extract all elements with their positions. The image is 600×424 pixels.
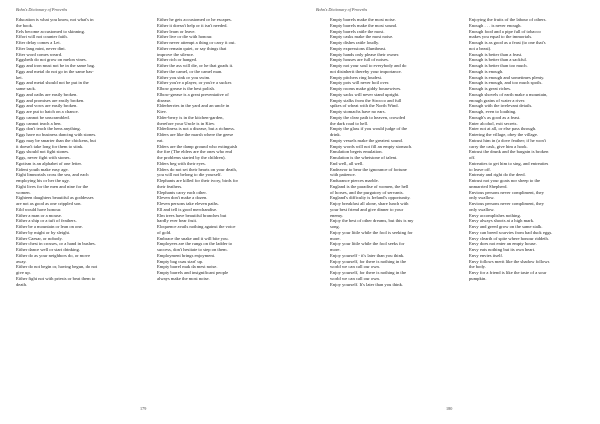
- proverb-line: Eggs may be smarter than the chickens, but: [16, 137, 96, 143]
- proverb-line: Either a man or a mouse.: [16, 212, 62, 218]
- proverb-line: world we can call our own.: [330, 264, 381, 270]
- proverb-line: women.: [16, 189, 31, 195]
- proverb-line: Education is what you know, not what's in: [16, 17, 94, 22]
- proverb-line: Empty hands only please their owner.: [330, 51, 400, 57]
- proverb-line: Enjoy yourself, for there is nothing in the: [330, 270, 407, 275]
- proverb-line: Either live or die with honour.: [157, 34, 213, 40]
- proverb-line: Enough . . . is never enough.: [469, 22, 522, 28]
- proverb-line: Efter delay comes a Let.: [16, 40, 61, 45]
- proverb-line: Envy clearth of spite where honour riddeth.: [469, 235, 549, 241]
- proverb-line: world we can call our own.: [330, 275, 381, 281]
- proverb-line: Entrust him in (a dove feather; if he won't: [469, 137, 546, 143]
- proverb-line: Either be a mountain or lean on one.: [16, 224, 83, 229]
- proverb-line: always make the most noise.: [157, 275, 210, 281]
- proverb-line: Elephants carry each other.: [157, 189, 207, 195]
- proverb-line: Elders are the damp ground who extinguish: [157, 143, 238, 149]
- proverb-line: Empty barrels make the most sound.: [330, 22, 398, 28]
- running-head-right: Bohn's Dictionary of Proverbs: [316, 7, 368, 12]
- proverb-line: Kiev.: [157, 109, 167, 114]
- proverb-line: Enough is enough.: [469, 68, 504, 74]
- proverb-line: disease.: [157, 97, 172, 103]
- proverb-line: Egotism is an alphabet of one letter.: [16, 160, 82, 166]
- proverb-line: song.: [330, 224, 340, 229]
- proverb-line: Empty casks make the most noise.: [330, 34, 394, 40]
- proverb-line: Empty houses are full of noises.: [330, 57, 389, 63]
- proverb-line: Entreaties to get him to sing, and entreaties: [469, 160, 549, 166]
- proverb-line: Eleven don't make a dozen.: [157, 195, 208, 201]
- proverb-line: Empty dishes rattle loudly.: [330, 40, 380, 45]
- proverb-line: Eighteen daughters beautiful as goddesses: [16, 195, 94, 201]
- column-4: [469, 17, 595, 282]
- proverb-line: Either do not begin or, having begun, do not: [16, 264, 98, 270]
- proverb-line: Empty pots will never boil over.: [330, 80, 390, 86]
- proverb-line: of gold.: [157, 229, 172, 235]
- proverb-line: Envious persons never compliment, they: [469, 189, 544, 195]
- proverb-line: Either fight not with priests or beat them to: [16, 275, 96, 281]
- proverb-line: Either remain quiet, or say things that: [157, 45, 227, 51]
- proverb-line: Enjoy your little while the fool is seeking for: [330, 229, 413, 235]
- proverb-line: drink.: [330, 132, 341, 137]
- proverb-line: Enough, even to loathing.: [469, 109, 517, 114]
- proverb-line: Either you sink or you swim.: [157, 74, 211, 80]
- proverb-line: Either the ass will die, or he that goads it.: [157, 63, 234, 68]
- page-number-left: 179: [140, 406, 147, 411]
- proverb-line: England is the paradise of women, the hell: [330, 183, 409, 189]
- proverb-line: Enough with the irrelevant details.: [469, 103, 533, 109]
- proverb-line: Envy follows merit like the shadow follows: [469, 258, 550, 264]
- proverb-line: Envy does not enter an empty house.: [469, 241, 537, 247]
- proverb-line: you will not belong to die yourself.: [157, 172, 222, 178]
- proverb-line: Enough food and a pipe full of tobacco: [469, 28, 541, 34]
- proverb-line: it doesn't take long for them to stink.: [16, 143, 84, 149]
- proverb-line: Enter alcohol, exit secrets.: [469, 120, 518, 126]
- proverb-line: enemy.: [330, 212, 344, 218]
- proverb-line: Enjoy yourself, for there is nothing in the: [330, 258, 407, 264]
- proverb-line: Enjoy yourself. It's later than you think.: [330, 281, 404, 287]
- proverb-line: Empty the clear path to heaven, crowded: [330, 114, 406, 120]
- proverb-line: Empty not your soul to everybody and do: [330, 63, 407, 68]
- proverb-line: Empty sacks will never stand upright.: [330, 91, 400, 97]
- proverb-line: Either never attempt a thing or carry it out.: [157, 40, 236, 45]
- proverb-line: Eight lives for the men and nine for the: [16, 183, 89, 189]
- proverb-line: Empty barrels make the most noise.: [330, 17, 396, 22]
- proverb-line: Eggs don't teach the hens anything.: [16, 126, 81, 132]
- proverb-line: death.: [16, 281, 28, 287]
- proverb-line: to leave off.: [469, 166, 491, 172]
- proverb-line: Entering the village, obey the village.: [469, 132, 539, 137]
- proverb-line: Envy for a friend is like the taste of a sour: [469, 270, 547, 275]
- proverb-line: Empty stomachs have no ears.: [330, 109, 386, 114]
- proverb-line: Effort will not counter faith.: [16, 34, 68, 40]
- proverb-line: Ell and tell is good merchandise.: [157, 206, 218, 212]
- proverb-line: Elbow grease is the best polish.: [157, 86, 215, 91]
- right-page: [300, 0, 600, 424]
- proverb-line: Enjoy the best of other dreams, but this is my: [330, 218, 414, 224]
- proverb-line: Eggs should not fight stones.: [16, 149, 70, 155]
- proverb-line: improve the silence.: [157, 51, 195, 57]
- proverb-line: same sack.: [16, 86, 36, 91]
- proverb-line: Entrust the drunk and the bargain is broken: [469, 149, 549, 155]
- proverb-line: Endurance pierces marble.: [330, 178, 379, 183]
- proverb-line: therefore your Uncle is in Kiev.: [157, 120, 216, 126]
- proverb-line: Employment brings enjoyment.: [157, 252, 216, 258]
- proverb-line: Elephants are killed for their ivory, birds for: [157, 178, 239, 183]
- proverb-line: Either you're a player, or you're a sucker.: [157, 80, 233, 86]
- proverb-line: Empty expressions illumbeast.: [330, 45, 387, 51]
- proverb-line: give up.: [16, 270, 31, 275]
- proverb-line: Empty barrels rattle the most.: [330, 28, 385, 34]
- proverb-line: Eggs and metal should not be put in the: [16, 80, 89, 86]
- proverb-line: Empty vessels make the greatest sound.: [330, 137, 403, 143]
- proverb-line: Eels become accustomed to skinning.: [16, 28, 86, 34]
- proverb-line: Envy accomplishes nothing.: [469, 212, 521, 218]
- proverb-line: only swallow.: [469, 206, 495, 212]
- proverb-line: Enough's as good as a feast.: [469, 114, 521, 120]
- proverb-line: hardly ever bear fruit.: [157, 218, 198, 224]
- proverb-line: Enough is better than a feast.: [469, 51, 523, 57]
- proverb-line: more.: [330, 247, 341, 252]
- proverb-line: more.: [330, 235, 341, 241]
- proverb-line: Embrace the snake and it will bite you.: [157, 235, 229, 241]
- proverb-line: enough grains of water a river.: [469, 97, 526, 103]
- proverb-line: Entrust not your goats nor sheep to the: [469, 178, 541, 183]
- proverb-line: Eloquence avails nothing against the voice: [157, 224, 236, 229]
- proverb-line: Eggs cannot be unscrambled.: [16, 114, 70, 120]
- proverb-line: their feathers.: [157, 183, 183, 189]
- proverb-line: Elderberries in the yard and an uncle in: [157, 103, 230, 109]
- proverb-line: Endeavor to bear the ignorance of fortune: [330, 166, 407, 172]
- proverb-line: the problems started by the children).: [157, 155, 226, 160]
- proverb-line: Enjoy your little while the fool seeks for: [330, 241, 405, 247]
- proverb-line: Eggs and metal do not go in the same bas-: [16, 68, 94, 74]
- proverb-line: are not as good as one crippled son.: [16, 201, 82, 206]
- proverb-line: Empty stalks from the Sirocco and full: [330, 97, 402, 103]
- proverb-line: Either do as your neighbors do, or move: [16, 252, 90, 258]
- proverb-line: Either the camel, or the camel man.: [157, 68, 223, 74]
- proverb-line: of horses, and the purgatory of servants.: [330, 189, 404, 195]
- proverb-line: End well, all well.: [330, 160, 364, 166]
- proverb-line: Envy envies itself.: [469, 252, 504, 258]
- proverb-line: Empty words will not fill an empty stomach.: [330, 143, 413, 149]
- proverb-line: ket.: [16, 74, 23, 80]
- proverb-line: Eggs are put to hatch on a chance.: [16, 109, 79, 114]
- proverb-line: not disinherit thereby your importance.: [330, 68, 402, 74]
- proverb-line: carry the cask, give him a hook.: [469, 143, 528, 149]
- proverb-line: Eild would have honour.: [16, 206, 62, 212]
- proverb-line: Eggs cannot teach a hen.: [16, 120, 62, 126]
- proverb-line: Eleven persons take eleven paths.: [157, 201, 219, 206]
- proverb-line: Eggs have no business dancing with stones.: [16, 132, 97, 137]
- proverb-line: Eident youth make easy age.: [16, 166, 69, 172]
- proverb-line: Envy and greed grow on the same stalk.: [469, 224, 543, 229]
- proverb-line: Employees are the rungs on the ladder to: [157, 241, 233, 247]
- proverb-line: England's difficulty is Ireland's opportunity.: [330, 195, 411, 201]
- proverb-line: Elbow-grease is a great preventative of: [157, 91, 229, 97]
- proverb-line: Empty bag cuas start' up.: [157, 258, 204, 264]
- proverb-line: the book.: [16, 22, 34, 28]
- column-3: [330, 17, 456, 287]
- proverb-line: Enjoy breakfast all alone, share lunch with: [330, 201, 409, 206]
- proverb-line: Elderliness is not a disease, but a richness.: [157, 126, 235, 132]
- column-2: [157, 17, 283, 282]
- proverb-line: only swallow.: [469, 195, 495, 201]
- proverb-line: Empty pitchers ring loudest.: [330, 74, 383, 80]
- proverb-line: Empty rooms make giddy housewives.: [330, 86, 402, 91]
- proverb-line: eat.: [157, 137, 164, 143]
- proverb-line: Enough is great riches.: [469, 86, 512, 91]
- proverb-line: Efter word comes weard.: [16, 51, 63, 57]
- proverb-line: Either dance well or start drinking.: [16, 247, 81, 252]
- proverb-line: Eggs and iron must not be in the same bag.: [16, 63, 96, 68]
- proverb-line: Eggs, never fight with stones.: [16, 155, 71, 160]
- proverb-line: Either chest in crosses, or a hand in bushes.: [16, 241, 96, 247]
- proverb-line: Envy always shoots at a high mark.: [469, 218, 535, 224]
- proverb-line: Eggs and promises are easily broken.: [16, 97, 85, 103]
- proverb-line: Elders do not set their hearts on your death,: [157, 166, 237, 172]
- proverb-line: Either learn or leave.: [157, 28, 196, 34]
- proverb-line: Enough is enough, and too much spoils.: [469, 80, 543, 86]
- proverb-line: Enjoying the fruits of the labour of others.: [469, 17, 547, 22]
- proverb-line: Enough is enough and sometimes plenty.: [469, 74, 545, 80]
- column-1: [16, 17, 142, 287]
- proverb-line: Either by might or by sleight.: [16, 229, 71, 235]
- proverb-line: Empty barrels and insignificant people: [157, 270, 229, 275]
- proverb-line: your best friend and give dinner to your: [330, 206, 404, 212]
- proverb-line: Either he gets accustomed or he escapes.: [157, 17, 232, 22]
- proverb-line: Either Caesar, or nobody.: [16, 235, 63, 241]
- proverb-line: Either it doesn't help or it isn't needed.: [157, 22, 228, 28]
- proverb-line: the fire (The elders are the ones who end: [157, 149, 232, 155]
- proverb-line: Enough is as good as a feast (to one that's: [469, 40, 546, 45]
- proverb-line: Elder-berry is in the kitchen-garden,: [157, 114, 224, 120]
- proverb-line: Emulation begets emulation.: [330, 149, 383, 155]
- proverb-line: Eggs and vows are easily broken.: [16, 103, 78, 109]
- proverb-line: Enough is better than a sackful.: [469, 57, 527, 63]
- proverb-line: Emulation is the whetstone of talent.: [330, 155, 398, 160]
- proverb-line: makes you equal to the immortals.: [469, 34, 533, 40]
- proverb-line: Either a ship or a tuft of feathers.: [16, 218, 77, 224]
- proverb-line: Either rich or hanged.: [157, 57, 198, 63]
- proverb-line: Enough shovels of earth make a mountain,: [469, 91, 548, 97]
- proverb-line: success, don't hesitate to step on them.: [157, 247, 228, 252]
- proverb-line: Eggs and oaths are easily broken.: [16, 91, 78, 97]
- running-head-left: Bohn's Dictionary of Proverbs: [16, 7, 68, 12]
- proverb-line: unmarried Shepherd.: [469, 183, 508, 189]
- proverb-line: with patience.: [330, 172, 356, 178]
- proverb-line: Elm trees have beautiful branches but: [157, 212, 227, 218]
- proverb-line: Elders beg with their eyes.: [157, 160, 206, 166]
- page-number-right: 180: [446, 406, 453, 411]
- proverb-line: the body.: [469, 264, 486, 270]
- proverb-line: Eight limnortals cross the sea, and each: [16, 172, 89, 178]
- proverb-line: pumpkin.: [469, 275, 487, 281]
- proverb-line: Enjoy yourself - it's later than you think.: [330, 252, 405, 258]
- proverb-line: Efter lang mint, never dint.: [16, 45, 66, 51]
- proverb-line: Eggsbeth do not grow on melon vines.: [16, 57, 87, 63]
- proverb-line: not a beast).: [469, 45, 492, 51]
- proverb-line: Empty barrel mak da mest noise.: [157, 264, 218, 270]
- proverb-line: Envy can breed scurvies from bad duck eggs.: [469, 229, 553, 235]
- proverb-line: Envious persons never compliment, they: [469, 201, 544, 206]
- proverb-line: employing his or her the ugy.: [16, 178, 70, 183]
- proverb-line: off.: [469, 155, 476, 160]
- proverb-line: spikes of wheat with the North Wind.: [330, 103, 399, 109]
- proverb-line: Entreaty and right do the deed.: [469, 172, 526, 178]
- proverb-line: Envy eats nothing but its own heart.: [469, 247, 536, 252]
- proverb-line: Empty the glass if you would judge of the: [330, 126, 408, 132]
- proverb-line: Elders are like the marsh where the geese: [157, 132, 234, 137]
- proverb-line: Enter not at all, or else pass through.: [469, 126, 537, 132]
- proverb-line: the dark road to hell.: [330, 120, 369, 126]
- proverb-line: away.: [16, 258, 27, 264]
- proverb-line: Enough is better than too much.: [469, 63, 528, 68]
